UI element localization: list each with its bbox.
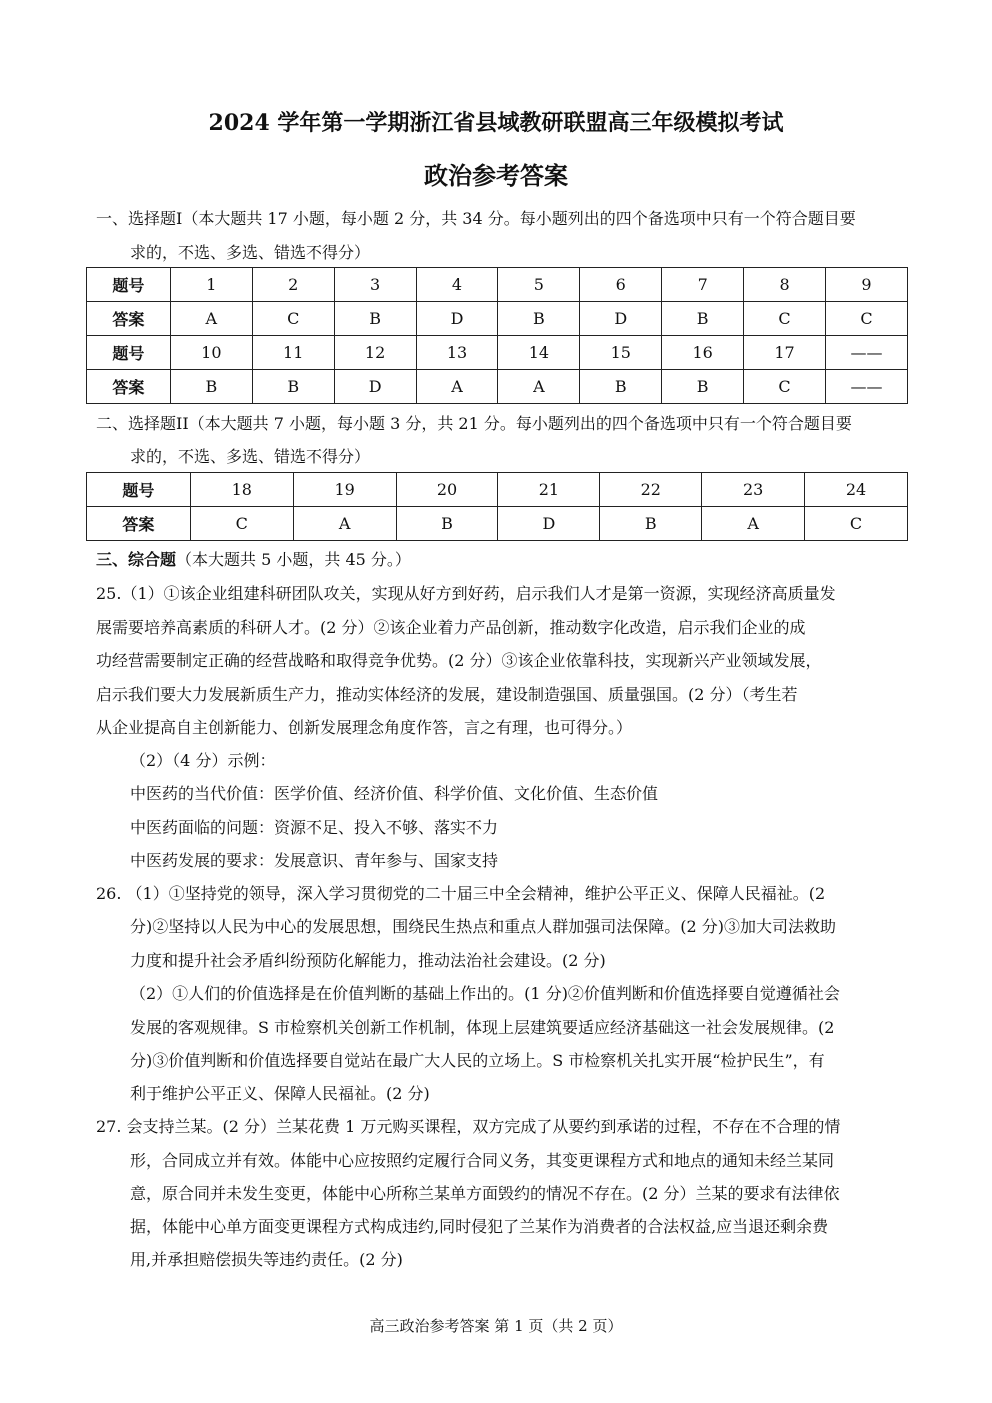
row-label: 题号 (87, 473, 191, 507)
exam-title: 2024 学年第一学期浙江省县域教研联盟高三年级模拟考试 (208, 110, 784, 136)
q25-example: 中医药的当代价值：医学价值、经济价值、科学价值、文化价值、生态价值 (130, 784, 659, 803)
row-label: 答案 (87, 507, 191, 541)
question-number: 23 (702, 473, 805, 507)
row-label: 题号 (87, 336, 171, 370)
page-footer: 高三政治参考答案 第 1 页（共 2 页） (369, 1317, 623, 1335)
question-number: 3 (334, 268, 416, 302)
question-number: 12 (334, 336, 416, 370)
question-number: 6 (580, 268, 662, 302)
q26-line: 力度和提升社会矛盾纠纷预防化解能力，推动法治社会建设。(2 分) (130, 951, 606, 970)
question-number: 9 (826, 268, 908, 302)
question-number: 13 (416, 336, 498, 370)
table-row (87, 473, 908, 507)
question-number: 14 (498, 336, 580, 370)
section3-heading (96, 550, 411, 570)
answer-cell: D (416, 302, 498, 336)
q27-line: 意，原合同并未发生变更，体能中心所称兰某单方面毁约的情况不存在。(2 分）兰某的要求有法律依 (130, 1184, 840, 1203)
section1-heading-line2: 求的，不选、多选、错选不得分） (130, 243, 371, 262)
question-number: 22 (600, 473, 702, 507)
answer-cell: A (170, 302, 252, 336)
question-number: 10 (170, 336, 252, 370)
answer-cell: C (744, 302, 826, 336)
q26-line: 26. （1）①坚持党的领导，深入学习贯彻党的二十届三中全会精神，维护公平正义、保障人民福祉。(2 (96, 884, 826, 903)
q26-line: （2）①人们的价值选择是在价值判断的基础上作出的。(1 分)②价值判断和价值选择要自觉遵循社会 (130, 984, 840, 1003)
answer-cell: C (805, 507, 908, 541)
answer-cell: D (498, 507, 600, 541)
answer-cell: C (252, 302, 334, 336)
answer-cell: B (580, 370, 662, 404)
answer-cell: D (334, 370, 416, 404)
question-number: 16 (662, 336, 744, 370)
answer-cell: B (662, 302, 744, 336)
section2-answer-table (86, 472, 908, 541)
question-number: 20 (396, 473, 498, 507)
answer-cell: C (826, 302, 908, 336)
question-number: 21 (498, 473, 600, 507)
question-number: 17 (744, 336, 826, 370)
q25-line: 从企业提高自主创新能力、创新发展理念角度作答，言之有理，也可得分。） (96, 718, 633, 737)
answer-cell: C (190, 507, 293, 541)
row-label: 题号 (87, 268, 171, 302)
section2-heading-line1: 二、选择题II（本大题共 7 小题，每小题 3 分，共 21 分。每小题列出的四个备选项中只有一个符合题目要 (96, 414, 852, 433)
q25-line: 功经营需要制定正确的经营战略和取得竞争优势。(2 分）③该企业依靠科技，实现新兴产业领域发展， (96, 651, 822, 670)
answer-cell: C (744, 370, 826, 404)
answer-cell: B (252, 370, 334, 404)
q27-line: 用,并承担赔偿损失等违约责任。(2 分) (130, 1250, 403, 1269)
question-number: 1 (170, 268, 252, 302)
question-number: 5 (498, 268, 580, 302)
q25-line: 25.（1）①该企业组建科研团队攻关，实现从好方到好药，启示我们人才是第一资源，实现经济高质量发 (96, 584, 836, 603)
table-row (87, 268, 908, 302)
question-number: 4 (416, 268, 498, 302)
q25-line: 启示我们要大力发展新质生产力，推动实体经济的发展，建设制造强国、质量强国。(2 分）（考生若 (96, 685, 798, 704)
question-number: 24 (805, 473, 908, 507)
table-row (87, 370, 908, 404)
q27-line: 27. 会支持兰某。(2 分）兰某花费 1 万元购买课程，双方完成了从要约到承诺的过程，不存在不合理的情 (96, 1117, 841, 1136)
answer-cell: B (170, 370, 252, 404)
section1-answer-table (86, 267, 908, 404)
answer-cell: A (416, 370, 498, 404)
answer-cell: A (293, 507, 396, 541)
question-number: 15 (580, 336, 662, 370)
question-number: 8 (744, 268, 826, 302)
q25-example: 中医药面临的问题：资源不足、投入不够、落实不力 (130, 818, 499, 837)
answer-cell: B (498, 302, 580, 336)
question-number: 18 (190, 473, 293, 507)
row-label: 答案 (87, 302, 171, 336)
q27-line: 形，合同成立并有效。体能中心应按照约定履行合同义务，其变更课程方式和地点的通知未经兰某同 (130, 1151, 835, 1170)
answer-cell: B (334, 302, 416, 336)
section3-heading-rest: （本大题共 5 小题，共 45 分。） (176, 550, 411, 569)
q26-line: 分)③价值判断和价值选择要自觉站在最广大人民的立场上。S 市检察机关扎实开展“检护民生”，有 (130, 1051, 825, 1070)
q25-part2-label: （2）（4 分）示例： (130, 751, 276, 770)
answer-cell: A (498, 370, 580, 404)
q26-line: 分)②坚持以人民为中心的发展思想，围绕民生热点和重点人群加强司法保障。(2 分)③加大司法救助 (130, 917, 836, 936)
question-number: 11 (252, 336, 334, 370)
table-row (87, 302, 908, 336)
row-label: 答案 (87, 370, 171, 404)
answer-cell: A (702, 507, 805, 541)
q25-example: 中医药发展的要求：发展意识、青年参与、国家支持 (130, 851, 499, 870)
q27-line: 据，体能中心单方面变更课程方式构成违约,同时侵犯了兰某作为消费者的合法权益,应当退还剩余费 (130, 1217, 829, 1236)
question-number: —— (826, 336, 908, 370)
section2-heading-line2: 求的，不选、多选、错选不得分） (130, 447, 371, 466)
question-number: 19 (293, 473, 396, 507)
question-number: 2 (252, 268, 334, 302)
answer-cell: B (600, 507, 702, 541)
q26-line: 利于维护公平正义、保障人民福祉。(2 分) (130, 1084, 430, 1103)
table-row (87, 507, 908, 541)
exam-subtitle: 政治参考答案 (424, 161, 568, 190)
answer-cell: D (580, 302, 662, 336)
section3-heading-bold: 三、综合题 (96, 550, 177, 569)
table-row (87, 336, 908, 370)
q25-line: 展需要培养高素质的科研人才。(2 分）②该企业着力产品创新，推动数字化改造，启示我们企业的成 (96, 618, 806, 637)
answer-cell: B (396, 507, 498, 541)
section1-heading-line1: 一、选择题I（本大题共 17 小题，每小题 2 分，共 34 分。每小题列出的四个备选项中只有一个符合题目要 (96, 209, 856, 228)
answer-cell: B (662, 370, 744, 404)
question-number: 7 (662, 268, 744, 302)
q26-line: 发展的客观规律。S 市检察机关创新工作机制，体现上层建筑要适应经济基础这一社会发展规律。(2 (130, 1018, 835, 1037)
answer-cell: —— (826, 370, 908, 404)
